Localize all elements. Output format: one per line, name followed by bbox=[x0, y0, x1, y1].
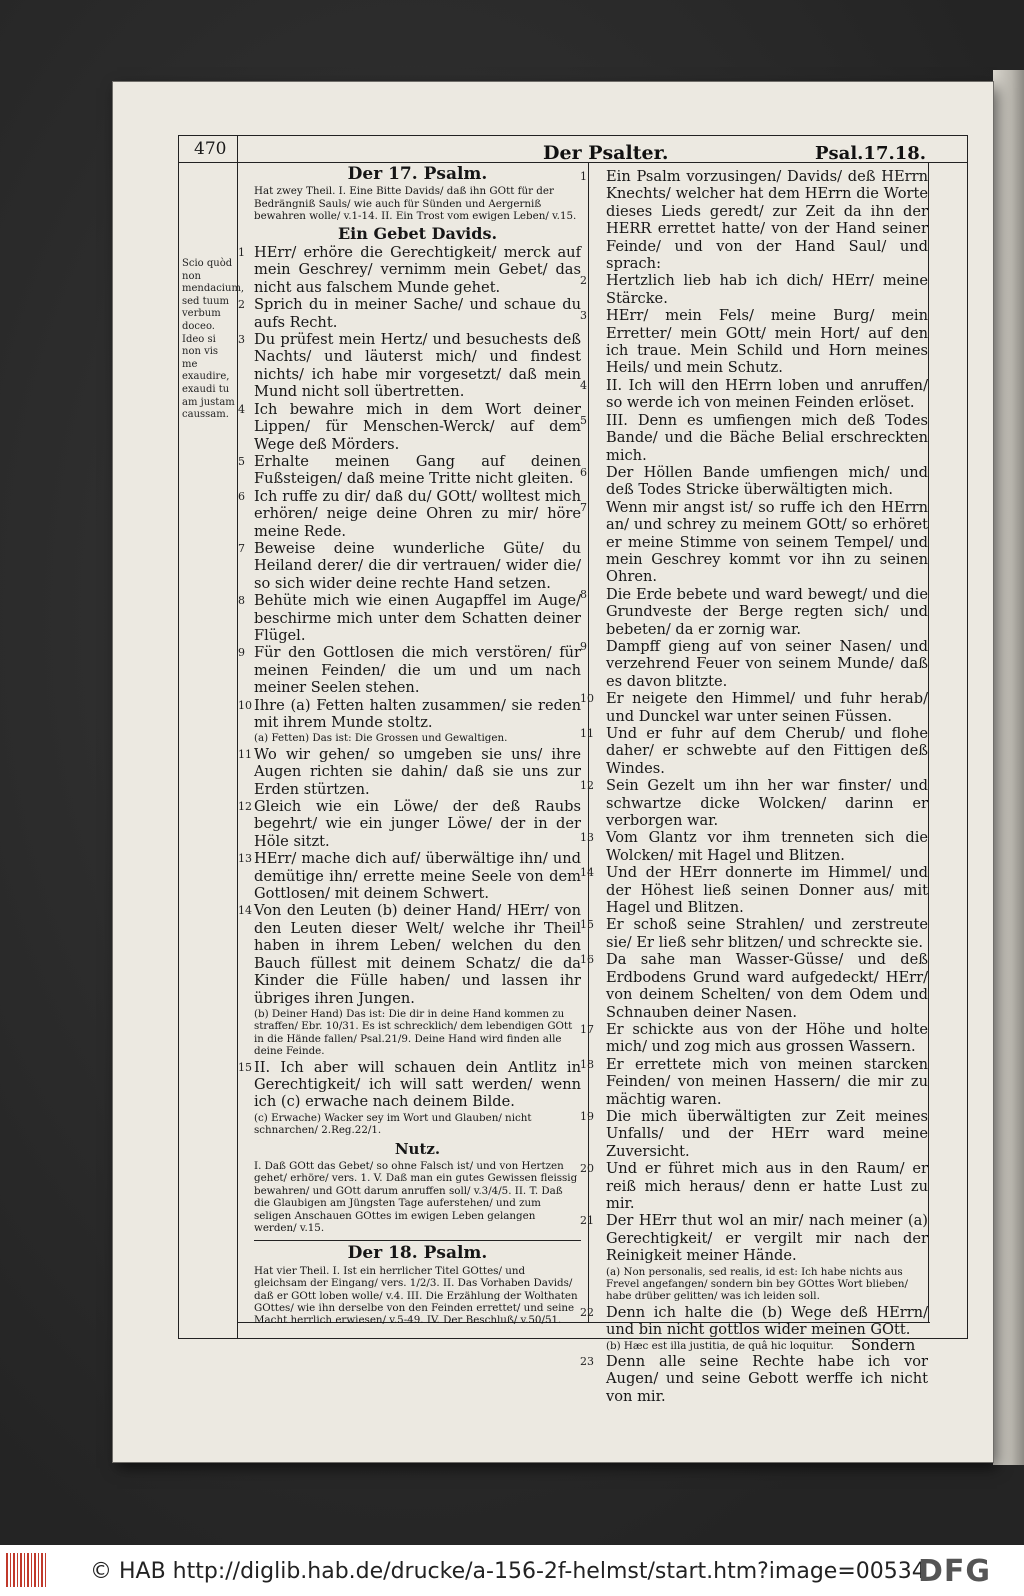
verse: 10 Er neigete den Himmel/ und fuhr herab/ und Dunckel war unter seinen Füssen. bbox=[580, 690, 928, 725]
footnote-a-right: (a) Non personalis, sed realis, id est: Ich habe nichts aus Frevel angefangen/ sondern bin bey GOttes Wort blieben/ habe drüber gelitten/ was ich leiden soll. bbox=[606, 1265, 908, 1303]
verse: 10 Ihre (a) Fetten halten zusammen/ sie reden mit ihrem Munde stoltz. bbox=[238, 696, 581, 731]
margin-rule bbox=[237, 135, 238, 1339]
nutz-heading: Nutz. bbox=[394, 1139, 441, 1158]
running-title: Der Psalter. bbox=[543, 142, 669, 164]
verse: 17 Er schickte aus von der Höhe und holte mich/ und zog mich aus grossen Wassern. bbox=[580, 1020, 928, 1056]
right-column bbox=[580, 168, 928, 1405]
verse: 6 Ich ruffe zu dir/ daß du/ GOtt/ wolltest mich erhören/ neige deine Ohren zu mir/ höre meine Rede. bbox=[238, 487, 581, 540]
footnote-b: (b) Deiner Hand) Das ist: Die dir in deine Hand kommen zu straffen/ Ebr. 10/31. Es ist schrecklich/ dem lebendigen GOtt in die Hände fallen/ Psal.21/9. Deine Hand wird finden alle deine Feinde. bbox=[254, 1007, 573, 1058]
verse: 1 HErr/ erhöre die Gerechtigkeit/ merck auf mein Geschrey/ vernimm mein Gebet/ das nicht aus falschem Munde gehet. bbox=[238, 244, 581, 296]
nutz-text: I. Daß GOtt das Gebet/ so ohne Falsch ist/ und von Hertzen gehet/ erhöre/ vers. 1. V. Daß man ein gutes Gewissen fleissig bewahren/ und GOtt darum anruffen soll/ v.3/4/5. II. T. Daß die Glaubigen am Jüngsten Tage auferstehen/ und zum seligen Anschauen GOttes im ewigen Leben gelangen werden/ v.15. bbox=[254, 1159, 578, 1234]
verse: 1 Ein Psalm vorzusingen/ Davids/ deß HErrn Knechts/ welcher hat dem HErrn die Worte dieses Lieds geredt/ zur Zeit da ihn der HERR errettet hatte/ von der Hand seiner Feinde/ und von der Hand Saul/ und sprach: bbox=[580, 168, 928, 273]
dfg-logo: DFG bbox=[918, 1554, 992, 1589]
verse: 9 Dampff gieng auf von seiner Nasen/ und verzehrend Feuer von seinem Munde/ daß es davon blitzte. bbox=[580, 637, 928, 690]
library-logo-icon bbox=[6, 1553, 46, 1587]
verse: 3 HErr/ mein Fels/ meine Burg/ mein Erretter/ mein GOtt/ mein Hort/ auf den ich traue. Mein Schild und Horn meines Heils/ und mein Schutz. bbox=[580, 307, 928, 377]
verse: 21 Der HErr thut wol an mir/ nach meiner (a) Gerechtigkeit/ er vergilt mir nach der Reinigkeit meiner Hände. bbox=[580, 1212, 928, 1265]
verse: 5 Erhalte meinen Gang auf deinen Fußsteigen/ daß meine Tritte nicht gleiten. bbox=[238, 452, 581, 488]
verse: 2 Sprich du in meiner Sache/ und schaue du aufs Recht. bbox=[238, 296, 581, 331]
verse: 22 Denn ich halte die (b) Wege deß HErrn/ und bin nicht gottlos wider meinen GOtt. bbox=[580, 1303, 928, 1339]
verse: 7 Wenn mir angst ist/ so ruffe ich den HErrn an/ und schrey zu meinem GOtt/ so erhöret er meine Stimme von seinem Tempel/ und mein Geschrey kommt vor ihn zu seinen Ohren. bbox=[580, 498, 928, 586]
verse: 15 II. Ich aber will schauen dein Antlitz in Gerechtigkeit/ ich will satt werden/ wenn ich (c) erwache nach deinem Bilde. bbox=[238, 1058, 581, 1111]
latin-margin-note: Scio quòd non mendacium, sed tuum verbum doceo. Ideo si non vis me exaudire, exaudi tu am justam caussam. bbox=[182, 258, 245, 421]
verse: 2 Hertzlich lieb hab ich dich/ HErr/ meine Stärcke. bbox=[580, 272, 928, 307]
right-rule bbox=[928, 162, 929, 1322]
footer-bar bbox=[0, 1545, 1024, 1596]
verse: 13 HErr/ mache dich auf/ überwältige ihn/ und demütige ihn/ errette meine Seele von dem Gottlosen/ mit deinem Schwert. bbox=[238, 850, 581, 903]
verse: 9 Für den Gottlosen die mich verstören/ für meinen Feinden/ die um und um nach meiner Seelen stehen. bbox=[238, 644, 581, 697]
verse: 20 Und er führet mich aus in den Raum/ er reiß mich heraus/ denn er hatte Lust zu mir. bbox=[580, 1160, 928, 1212]
verse: 4 II. Ich will den HErrn loben und anruffen/ so werde ich von meinen Feinden erlöset. bbox=[580, 376, 928, 412]
verse: 12 Gleich wie ein Löwe/ der deß Raubs begehrt/ wie ein junger Löwe/ der in der Höle sitzt. bbox=[238, 798, 581, 850]
verse: 18 Er errettete mich von meinen starcken Feinden/ von meinen Hassern/ die mir zu mächtig waren. bbox=[580, 1055, 928, 1108]
psalm-18-title: Der 18. Psalm. bbox=[347, 1243, 488, 1264]
verse: 16 Da sahe man Wasser-Güsse/ und deß Erdbodens Grund ward aufgedeckt/ HErr/ von deinem Schelten/ von dem Odem und Schnauben deiner Nasen. bbox=[580, 951, 928, 1021]
catchword: Sondern bbox=[851, 1336, 916, 1354]
verse: 15 Er schoß seine Strahlen/ und zerstreute sie/ Er ließ sehr blitzen/ und schreckte sie. bbox=[580, 916, 928, 951]
verse: 3 Du prüfest mein Hertz/ und besuchests deß Nachts/ und läuterst mich/ und findest nichts/ ich habe mir vorgesetzt/ daß mein Mund nicht soll übertretten. bbox=[238, 331, 581, 401]
verse: 13 Vom Glantz vor ihm trenneten sich die Wolcken/ mit Hagel und Blitzen. bbox=[580, 829, 928, 864]
verse: 12 Sein Gezelt um ihn her war finster/ und schwartze dicke Wolcken/ darinn er verborgen war. bbox=[580, 777, 928, 830]
psalm-reference: Psal.17.18. bbox=[815, 143, 927, 164]
verse: 19 Die mich überwältigten zur Zeit meines Unfalls/ und der HErr ward meine Zuversicht. bbox=[580, 1107, 928, 1160]
footer-credit-link[interactable]: © HAB http://diglib.hab.de/drucke/a-156-2f-helmst/start.htm?image=00534 bbox=[90, 1559, 926, 1584]
verse: 8 Die Erde bebete und ward bewegt/ und die Grundveste der Berge regten sich/ und bebeten/ da er zornig war. bbox=[580, 585, 928, 638]
verse: 4 Ich bewahre mich in dem Wort deiner Lippen/ für Menschen-Werck/ auf dem Wege deß Mörders. bbox=[238, 400, 581, 453]
footnote-a: (a) Fetten) Das ist: Die Grossen und Gewaltigen. bbox=[254, 732, 508, 745]
psalm-17-summary: Hat zwey Theil. I. Eine Bitte Davids/ daß ihn GOtt für der Bedrängniß Sauls/ wie auch für Sünden und Aergerniß bewahren wolle/ v.1-14. II. Ein Trost vom ewigen Leben/ v.15. bbox=[254, 185, 577, 223]
left-column bbox=[238, 164, 581, 1328]
verse: 14 Von den Leuten (b) deiner Hand/ HErr/ von den Leuten dieser Welt/ welche ihr Theil haben in ihrem Leben/ welchen du den Bauch füllest mit deinem Schatz/ die da Kinder die Fülle haben/ und lassen ihr übriges ihren Jungen. bbox=[238, 902, 581, 1007]
verse: 8 Behüte mich wie einen Augapffel im Auge/ beschirme mich unter dem Schatten deiner Flügel. bbox=[238, 592, 581, 644]
footnote-b-right: (b) Hæc est illa justitia, de quâ hic loquitur. bbox=[606, 1339, 834, 1352]
verse: 14 Und der HErr donnerte im Himmel/ und der Höhest ließ seinen Donner aus/ mit Hagel und Blitzen. bbox=[580, 864, 928, 917]
facing-page-edge bbox=[993, 70, 1024, 1465]
verse: 7 Beweise deine wunderliche Güte/ du Heiland derer/ die dir vertrauen/ wider die/ so sich wider deine rechte Hand setzen. bbox=[238, 539, 581, 592]
page-number: 470 bbox=[194, 139, 227, 159]
verse: 11 Wo wir gehen/ so umgeben sie uns/ ihre Augen richten sie dahin/ daß sie uns zur Erden stürtzen. bbox=[238, 745, 581, 798]
section-divider bbox=[254, 1240, 581, 1241]
verse: 11 Und er fuhr auf dem Cherub/ und flohe daher/ er schwebte auf den Fittigen deß Windes. bbox=[580, 725, 928, 777]
footnote-c: (c) Erwache) Wacker sey im Wort und Glauben/ nicht schnarchen/ 2.Reg.22/1. bbox=[254, 1111, 532, 1137]
psalm-17-title: Der 17. Psalm. bbox=[347, 164, 488, 184]
psalm-18-summary: Hat vier Theil. I. Ist ein herrlicher Titel GOttes/ und gleichsam der Eingang/ vers. 1/2/3. II. Das Vorhaben Davids/ daß er GOtt loben wolle/ v.4. III. Die Erzählung der Wolthaten GOttes/ wie ihn derselbe von den Feinden errettet/ und seine Macht herrlich erwiesen/ v.5-49. IV. Der Beschluß/ v.50/51. bbox=[254, 1264, 578, 1327]
verse: 6 Der Höllen Bande umfiengen mich/ und deß Todes Stricke überwältigten mich. bbox=[580, 463, 928, 499]
psalm-17-subtitle: Ein Gebet Davids. bbox=[337, 223, 498, 243]
verse: 5 III. Denn es umfiengen mich deß Todes Bande/ und die Bäche Belial erschreckten mich. bbox=[580, 411, 928, 464]
verse: 23 Denn alle seine Rechte habe ich vor Augen/ und seine Gebott werffe ich nicht von mir. bbox=[580, 1353, 928, 1405]
